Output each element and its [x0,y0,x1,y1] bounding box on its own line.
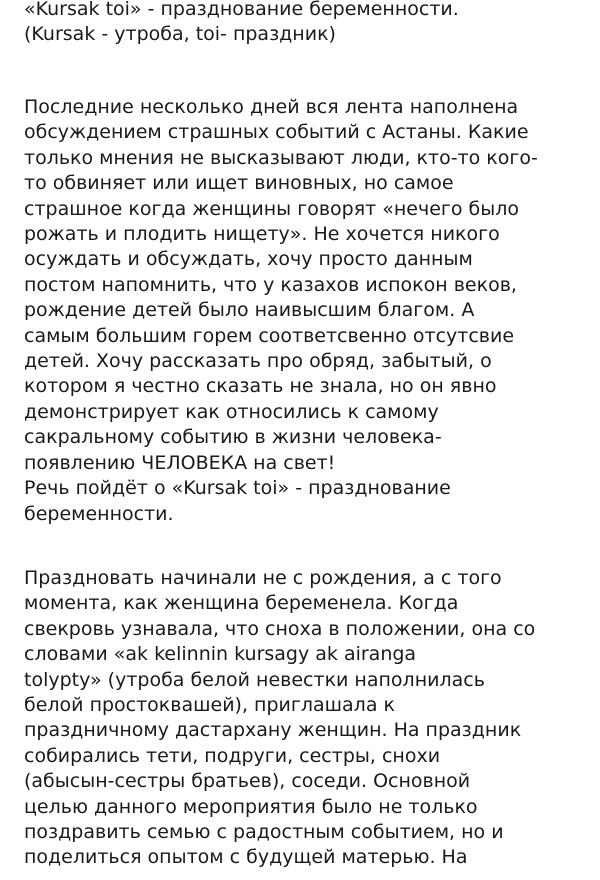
paragraph-2-line: собирались тети, подруги, сестры, снохи [24,744,441,767]
post-title [24,0,584,48]
paragraph-1-line: детей. Хочу рассказать про обряд, забытый, о [24,350,492,373]
paragraph-2-line: Праздновать начинали не с рождения, а с того [24,567,502,589]
paragraph-1-line: появлению ЧЕЛОВЕКА на свет! [24,451,336,474]
paragraph-2-line: поделиться опытом с будущей матерью. На [24,846,468,869]
paragraph-2-line: словами «ak kelinnin kursagy ak airanga [24,643,417,666]
paragraph-1-line: только мнения не высказывают люди, кто-то кого- [24,146,538,169]
paragraph-1-line: страшное когда женщины говорят «нечего было [24,197,520,220]
paragraph-2-line: поздравить семью с радостным событием, но и [24,821,504,844]
paragraph-1-line: то обвиняет или ищет виновных, но самое [24,172,454,195]
paragraph-1-line: Последние несколько дней вся лента наполнена [24,96,519,118]
title-line: «Kursak toi» - празднование беременности. [24,0,459,20]
paragraph-1-line: котором я честно сказать не знала, но он явно [24,375,497,398]
paragraph-1-line: обсуждением страшных событий с Астаны. Какие [24,121,529,144]
post-paragraph-1 [24,95,584,527]
post-paragraph-2 [24,566,584,871]
paragraph-1-line: постом напомнить, что у казахов испокон веков, [24,273,517,296]
paragraph-2-line: момента, как женщина беременела. Когда [24,592,459,615]
paragraph-2-line: целью данного мероприятия было не только [24,795,478,818]
paragraph-1-line: Речь пойдёт о «Kursak toi» - празднование [24,477,451,500]
paragraph-1-line: самым большим горем соответсвенно отсутсвие [24,324,515,347]
paragraph-1-line: демонстрирует как относились к самому [24,400,439,423]
paragraph-2-line: свекровь узнавала, что сноха в положении, она со [24,617,536,640]
paragraph-1-line: сакральному событию в жизни человека- [24,426,442,449]
paragraph-1-line: рожать и плодить нищету». Не хочется никого [24,223,500,246]
title-line: (Kursak - утроба, toi- праздник) [24,23,336,46]
paragraph-1-line: рождение детей было наивысшим благом. А [24,299,475,322]
paragraph-2-line: белой простоквашей), приглашала к [24,694,395,717]
paragraph-2-line: tolypty» (утроба белой невестки наполнилась [24,668,485,691]
paragraph-1-line: беременности. [24,502,174,525]
paragraph-2-line: (абысын-сестры братьев), соседи. Основной [24,770,471,793]
paragraph-1-line: осуждать и обсуждать, хочу просто данным [24,248,473,271]
paragraph-2-line: праздничному дастархану женщин. На праздник [24,719,522,742]
